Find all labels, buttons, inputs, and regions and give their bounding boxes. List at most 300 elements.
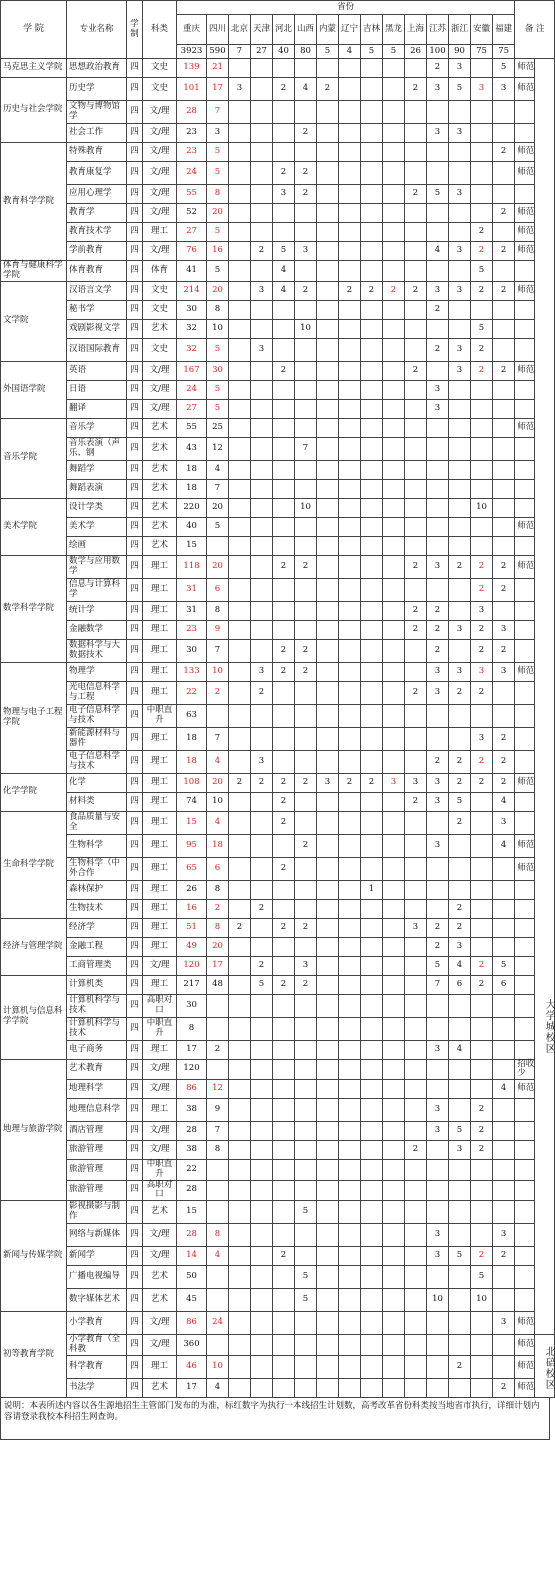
quota-cell (229, 143, 251, 162)
table-row (1, 899, 555, 918)
duration-cell: 四 (127, 242, 143, 261)
quota-cell (471, 300, 493, 319)
quota-cell (383, 994, 405, 1017)
quota-cell (317, 300, 339, 319)
quota-cell: 4 (207, 460, 229, 479)
major-cell: 社会工作 (67, 124, 127, 143)
quota-cell (295, 1160, 317, 1181)
major-cell: 数学与应用数学 (67, 555, 127, 578)
duration-cell: 四 (127, 1312, 143, 1335)
quota-cell (317, 750, 339, 773)
quota-cell: 2 (493, 242, 515, 261)
quota-cell (229, 101, 251, 124)
quota-cell (471, 59, 493, 78)
quota-cell (317, 1247, 339, 1266)
quota-cell (273, 1378, 295, 1397)
quota-cell: 2 (471, 620, 493, 639)
table-row (1, 1141, 555, 1160)
remark-cell (515, 1160, 535, 1181)
quota-cell (251, 1378, 273, 1397)
remark-cell (515, 899, 535, 918)
quota-cell (427, 1141, 449, 1160)
quota-cell (339, 59, 361, 78)
quota-cell (449, 437, 471, 460)
quota-cell (251, 162, 273, 185)
remark-cell (515, 460, 535, 479)
header-college: 学 院 (1, 1, 67, 59)
college-cell: 马克思主义学院 (1, 59, 67, 78)
quota-cell: 3 (427, 380, 449, 399)
quota-cell (493, 1059, 515, 1080)
major-cell: 计算机科学与技术 (67, 1017, 127, 1040)
quota-cell (405, 1040, 427, 1059)
quota-cell (405, 1355, 427, 1378)
quota-cell (273, 834, 295, 857)
quota-cell (229, 281, 251, 300)
quota-cell: 5 (207, 399, 229, 418)
quota-cell: 133 (177, 662, 207, 681)
remark-cell (515, 498, 535, 517)
major-cell: 数据科学与大数据技术 (67, 639, 127, 662)
remark-cell (515, 319, 535, 338)
quota-cell (317, 1201, 339, 1224)
table-row (1, 460, 555, 479)
quota-cell (405, 662, 427, 681)
quota-cell (273, 1122, 295, 1141)
quota-cell (383, 956, 405, 975)
quota-cell (317, 223, 339, 242)
category-cell: 艺术 (143, 536, 177, 555)
duration-cell: 四 (127, 601, 143, 620)
quota-cell (229, 1266, 251, 1289)
quota-cell (361, 1017, 383, 1040)
quota-cell (251, 437, 273, 460)
quota-cell (317, 578, 339, 601)
quota-cell (317, 124, 339, 143)
quota-cell: 2 (295, 124, 317, 143)
quota-cell: 2 (427, 750, 449, 773)
quota-cell: 2 (427, 620, 449, 639)
remark-cell (515, 536, 535, 555)
quota-cell: 2 (273, 918, 295, 937)
quota-cell (295, 620, 317, 639)
duration-cell: 四 (127, 1180, 143, 1201)
category-cell: 文/理 (143, 242, 177, 261)
quota-cell: 4 (427, 242, 449, 261)
quota-cell: 4 (295, 78, 317, 101)
quota-cell: 30 (207, 361, 229, 380)
quota-cell (361, 857, 383, 880)
table-row (1, 937, 555, 956)
quota-cell: 3 (427, 1040, 449, 1059)
remark-cell (515, 792, 535, 811)
quota-cell (251, 319, 273, 338)
quota-cell (361, 498, 383, 517)
quota-cell: 2 (273, 792, 295, 811)
quota-cell (339, 811, 361, 834)
duration-cell: 四 (127, 124, 143, 143)
quota-cell (449, 261, 471, 282)
quota-cell: 20 (207, 555, 229, 578)
quota-cell (339, 300, 361, 319)
quota-cell (405, 975, 427, 994)
duration-cell: 四 (127, 1160, 143, 1181)
category-cell: 理工 (143, 811, 177, 834)
quota-cell (383, 185, 405, 204)
quota-cell: 3 (493, 1224, 515, 1247)
quota-cell (251, 517, 273, 536)
quota-cell (493, 418, 515, 437)
quota-cell (361, 662, 383, 681)
quota-cell (449, 1266, 471, 1289)
major-cell: 书法学 (67, 1378, 127, 1397)
major-cell: 体育教育 (67, 261, 127, 282)
table-row (1, 300, 555, 319)
quota-cell (339, 1266, 361, 1289)
quota-cell: 2 (229, 918, 251, 937)
quota-cell: 5 (207, 338, 229, 361)
quota-cell: 5 (295, 1201, 317, 1224)
quota-cell: 23 (177, 124, 207, 143)
major-cell: 计算机类 (67, 975, 127, 994)
duration-cell: 四 (127, 975, 143, 994)
college-cell: 音乐学院 (1, 418, 67, 498)
quota-cell (449, 399, 471, 418)
quota-cell (405, 1017, 427, 1040)
quota-cell (273, 1355, 295, 1378)
quota-cell (361, 380, 383, 399)
remark-cell: 师范 (515, 834, 535, 857)
remark-cell (515, 124, 535, 143)
table-row (1, 479, 555, 498)
quota-cell: 2 (405, 185, 427, 204)
quota-cell (317, 639, 339, 662)
quota-cell (361, 1289, 383, 1312)
major-cell: 电子信息科学与技术 (67, 704, 127, 727)
quota-cell: 24 (177, 380, 207, 399)
quota-cell: 3 (427, 281, 449, 300)
quota-cell: 3 (295, 242, 317, 261)
quota-cell (383, 1335, 405, 1356)
major-cell: 森林保护 (67, 880, 127, 899)
quota-cell: 20 (207, 204, 229, 223)
quota-cell (339, 727, 361, 750)
quota-cell (229, 899, 251, 918)
table-row (1, 242, 555, 261)
quota-cell (295, 380, 317, 399)
major-cell: 统计学 (67, 601, 127, 620)
quota-cell (317, 662, 339, 681)
quota-cell (471, 124, 493, 143)
category-cell: 文史 (143, 59, 177, 78)
quota-cell (471, 1180, 493, 1201)
table-row (1, 204, 555, 223)
category-cell: 理工 (143, 578, 177, 601)
duration-cell: 四 (127, 1289, 143, 1312)
quota-cell (251, 101, 273, 124)
quota-cell (295, 1312, 317, 1335)
quota-cell (251, 418, 273, 437)
duration-cell: 四 (127, 994, 143, 1017)
quota-cell (251, 300, 273, 319)
quota-cell: 65 (177, 857, 207, 880)
quota-cell (427, 418, 449, 437)
quota-cell (273, 517, 295, 536)
quota-cell (339, 555, 361, 578)
quota-cell: 2 (273, 1247, 295, 1266)
quota-cell (471, 994, 493, 1017)
quota-cell (295, 479, 317, 498)
quota-cell (383, 399, 405, 418)
quota-cell (317, 536, 339, 555)
header-province-name: 四川 (207, 15, 229, 45)
quota-cell (317, 1355, 339, 1378)
quota-cell: 15 (177, 811, 207, 834)
remark-cell: 师范 (515, 662, 535, 681)
major-cell: 学前教育 (67, 242, 127, 261)
quota-cell: 2 (449, 555, 471, 578)
quota-cell: 17 (177, 1378, 207, 1397)
quota-cell (361, 1141, 383, 1160)
table-row (1, 261, 555, 282)
quota-cell: 3 (427, 1224, 449, 1247)
quota-cell: 5 (273, 242, 295, 261)
quota-cell (361, 479, 383, 498)
table-row (1, 834, 555, 857)
remark-cell (515, 338, 535, 361)
quota-cell (493, 857, 515, 880)
quota-cell (405, 1312, 427, 1335)
duration-cell: 四 (127, 773, 143, 792)
quota-cell (449, 1099, 471, 1122)
quota-cell: 217 (177, 975, 207, 994)
quota-cell (405, 1378, 427, 1397)
duration-cell: 四 (127, 899, 143, 918)
quota-cell (383, 536, 405, 555)
quota-cell (317, 1335, 339, 1356)
category-cell: 文/理 (143, 399, 177, 418)
table-row (1, 124, 555, 143)
quota-cell (273, 1201, 295, 1224)
header-major: 专业名称 (67, 1, 127, 59)
quota-cell (361, 1080, 383, 1099)
quota-cell (383, 975, 405, 994)
remark-cell (515, 750, 535, 773)
quota-cell (339, 880, 361, 899)
quota-cell (427, 1201, 449, 1224)
quota-cell: 2 (405, 361, 427, 380)
quota-cell (493, 880, 515, 899)
quota-cell (273, 498, 295, 517)
quota-cell: 3 (427, 399, 449, 418)
quota-cell: 27 (177, 223, 207, 242)
remark-cell (515, 185, 535, 204)
quota-cell (295, 727, 317, 750)
quota-cell: 3 (427, 773, 449, 792)
quota-cell: 2 (405, 281, 427, 300)
quota-cell (383, 1080, 405, 1099)
quota-cell (493, 1355, 515, 1378)
quota-cell (207, 1017, 229, 1040)
quota-cell: 31 (177, 601, 207, 620)
quota-cell: 8 (207, 918, 229, 937)
quota-cell (229, 880, 251, 899)
quota-cell (229, 1335, 251, 1356)
quota-cell (229, 1180, 251, 1201)
quota-cell (339, 319, 361, 338)
quota-cell (405, 1122, 427, 1141)
quota-cell (295, 338, 317, 361)
quota-cell: 2 (471, 956, 493, 975)
quota-cell (251, 536, 273, 555)
quota-cell (427, 517, 449, 536)
quota-cell: 2 (449, 899, 471, 918)
table-row (1, 681, 555, 704)
quota-cell (361, 223, 383, 242)
category-cell: 文史 (143, 281, 177, 300)
quota-cell (383, 1141, 405, 1160)
remark-cell: 师范 (515, 204, 535, 223)
quota-cell: 4 (207, 750, 229, 773)
quota-cell (339, 704, 361, 727)
table-row (1, 956, 555, 975)
quota-cell (383, 418, 405, 437)
quota-cell (229, 261, 251, 282)
duration-cell: 四 (127, 956, 143, 975)
quota-cell (339, 242, 361, 261)
quota-cell: 10 (471, 498, 493, 517)
quota-cell (383, 437, 405, 460)
quota-cell (229, 792, 251, 811)
quota-cell (273, 1080, 295, 1099)
quota-cell: 12 (207, 1080, 229, 1099)
quota-cell (427, 1160, 449, 1181)
major-cell: 生物科学（中外合作 (67, 857, 127, 880)
quota-cell (229, 124, 251, 143)
category-cell: 文/理 (143, 1312, 177, 1335)
quota-cell (427, 162, 449, 185)
category-cell: 艺术 (143, 1378, 177, 1397)
major-cell: 小学教育（全科教 (67, 1335, 127, 1356)
quota-cell (427, 204, 449, 223)
header-province-count: 27 (251, 45, 273, 59)
header-province-count: 80 (295, 45, 317, 59)
quota-cell: 3 (471, 662, 493, 681)
quota-cell (339, 101, 361, 124)
quota-cell (317, 361, 339, 380)
quota-cell (273, 1289, 295, 1312)
quota-cell: 3 (449, 59, 471, 78)
quota-cell (339, 1160, 361, 1181)
major-cell: 小学教育 (67, 1312, 127, 1335)
quota-cell: 139 (177, 59, 207, 78)
quota-cell (229, 479, 251, 498)
quota-cell (317, 918, 339, 937)
quota-cell: 3 (471, 78, 493, 101)
quota-cell (427, 460, 449, 479)
quota-cell (405, 811, 427, 834)
header-provinces: 省份 (177, 1, 515, 15)
remark-cell (515, 918, 535, 937)
quota-cell: 17 (207, 956, 229, 975)
duration-cell: 四 (127, 620, 143, 639)
remark-cell (515, 727, 535, 750)
quota-cell (427, 994, 449, 1017)
quota-cell (251, 727, 273, 750)
quota-cell (295, 517, 317, 536)
quota-cell (295, 536, 317, 555)
quota-cell: 3 (449, 242, 471, 261)
quota-cell: 2 (471, 639, 493, 662)
duration-cell: 四 (127, 750, 143, 773)
quota-cell: 3 (449, 620, 471, 639)
quota-cell (207, 994, 229, 1017)
quota-cell: 10 (295, 498, 317, 517)
quota-cell (251, 601, 273, 620)
quota-cell (449, 1160, 471, 1181)
category-cell: 文/理 (143, 162, 177, 185)
remark-cell: 师范 (515, 59, 535, 78)
quota-cell: 3 (427, 1247, 449, 1266)
quota-cell (229, 1355, 251, 1378)
quota-cell (361, 750, 383, 773)
quota-cell (361, 899, 383, 918)
quota-cell (361, 1160, 383, 1181)
quota-cell (339, 1289, 361, 1312)
quota-cell (207, 536, 229, 555)
quota-cell (339, 1141, 361, 1160)
quota-cell: 120 (177, 956, 207, 975)
quota-cell (207, 1289, 229, 1312)
header-category: 科类 (143, 1, 177, 59)
category-cell: 高职对口 (143, 1180, 177, 1201)
quota-cell (317, 811, 339, 834)
quota-cell (317, 1099, 339, 1122)
major-cell: 电子信息科学与技术 (67, 750, 127, 773)
remark-cell: 师范 (515, 418, 535, 437)
category-cell: 理工 (143, 662, 177, 681)
quota-cell (427, 1266, 449, 1289)
quota-cell (449, 1080, 471, 1099)
duration-cell: 四 (127, 460, 143, 479)
quota-cell: 5 (427, 956, 449, 975)
quota-cell (405, 380, 427, 399)
category-cell: 理工 (143, 639, 177, 662)
table-row (1, 857, 555, 880)
table-row (1, 498, 555, 517)
quota-cell (361, 1224, 383, 1247)
quota-cell: 51 (177, 918, 207, 937)
quota-cell (361, 1312, 383, 1335)
quota-cell: 5 (493, 59, 515, 78)
quota-cell (471, 143, 493, 162)
quota-cell (339, 975, 361, 994)
quota-cell (251, 143, 273, 162)
quota-cell: 8 (207, 601, 229, 620)
quota-cell: 86 (177, 1080, 207, 1099)
quota-cell: 3 (251, 281, 273, 300)
category-cell: 理工 (143, 937, 177, 956)
quota-cell (383, 704, 405, 727)
quota-cell (317, 704, 339, 727)
table-row (1, 662, 555, 681)
quota-cell (383, 59, 405, 78)
quota-cell: 4 (207, 811, 229, 834)
header-province-name: 河北 (273, 15, 295, 45)
quota-cell (295, 1141, 317, 1160)
remark-cell: 师范 (515, 1335, 535, 1356)
duration-cell: 四 (127, 1224, 143, 1247)
